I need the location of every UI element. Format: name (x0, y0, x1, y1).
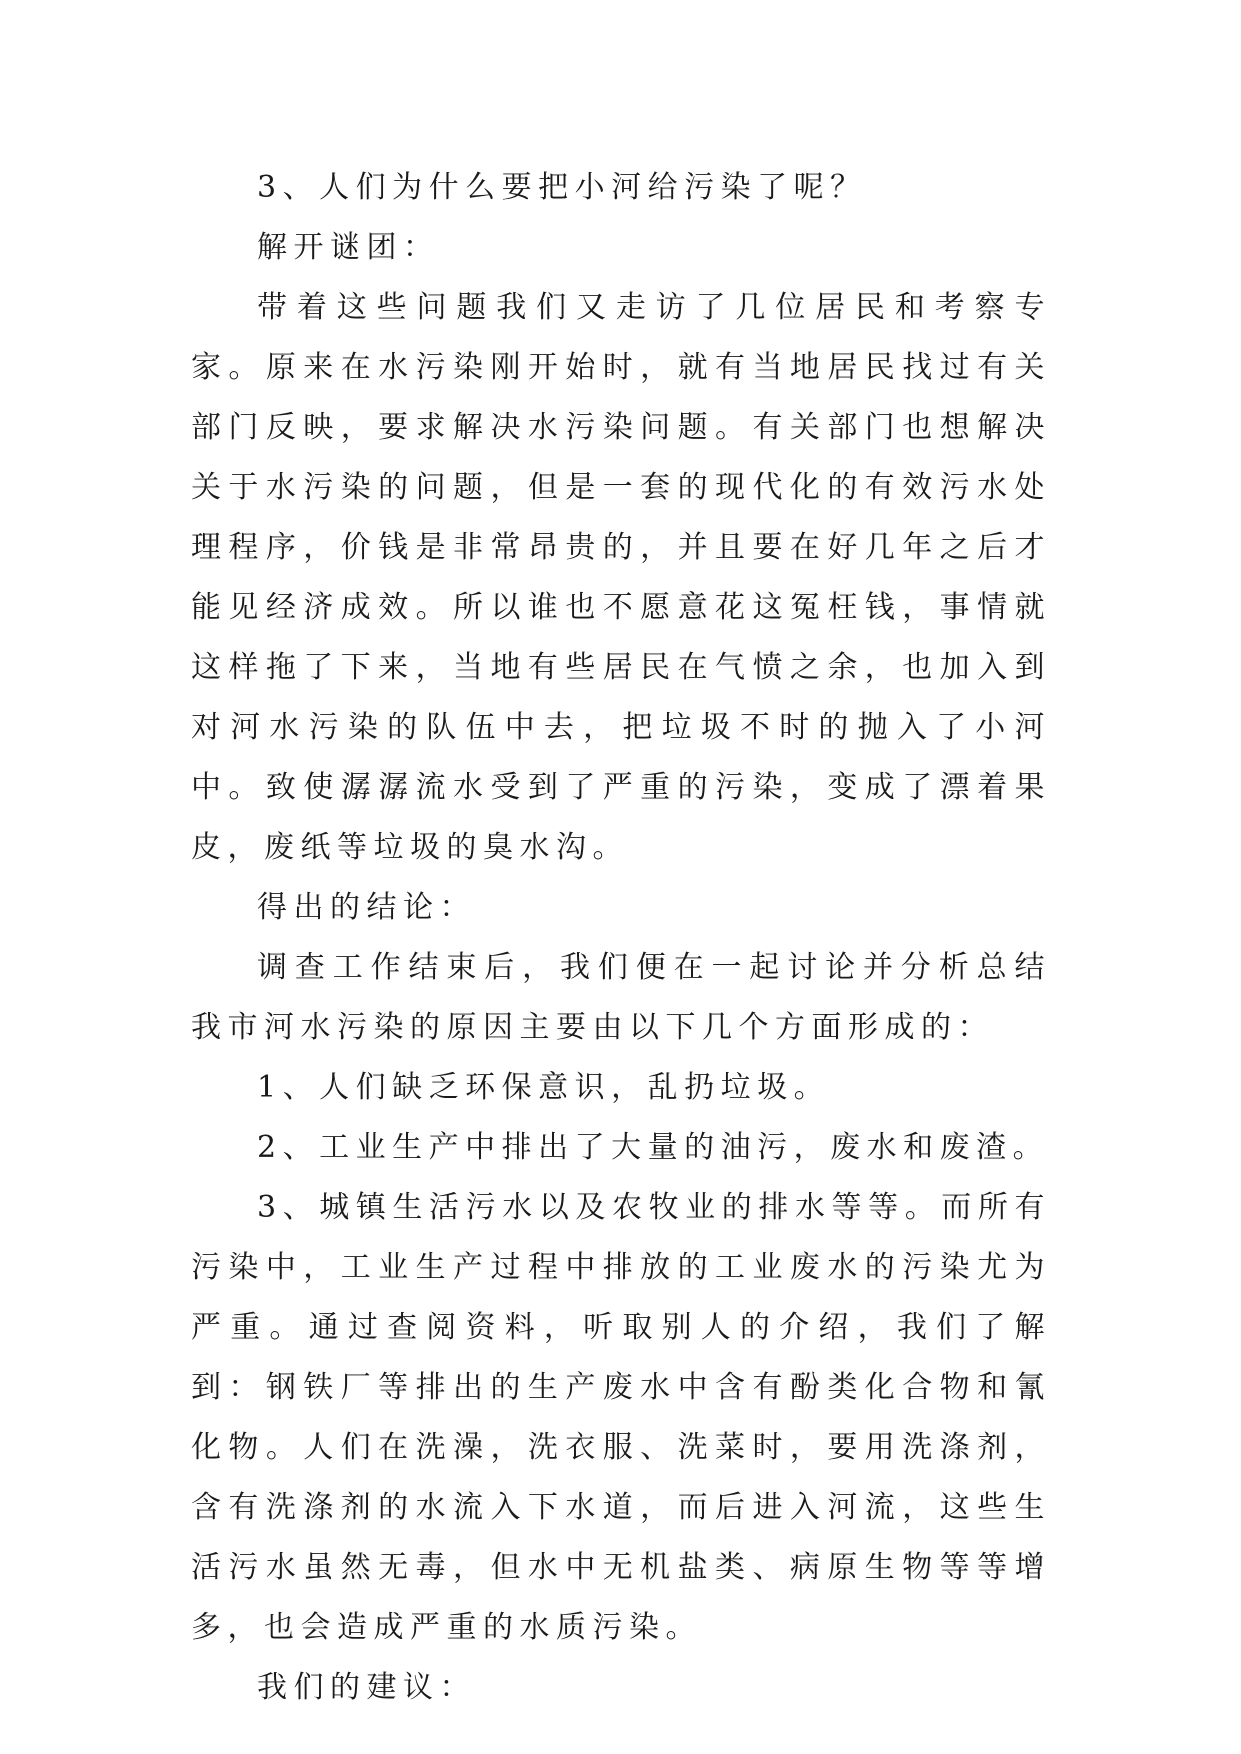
list-item: 1、人们缺乏环保意识，乱扔垃圾。 (257, 1070, 831, 1105)
list-item: 2、工业生产中排出了大量的油污，废水和废渣。 (257, 1130, 1050, 1165)
section-heading-conclusion: 得出的结论： (257, 890, 476, 925)
question-item: 3、人们为什么要把小河给污染了呢？ (257, 170, 867, 205)
body-paragraph: 带着这些问题我们又走访了几位居民和考察专家。原来在水污染刚开始时，就有当地居民找过有关部门反映，要求解决水污染问题。有关部门也想解决关于水污染的问题，但是一套的现代化的有效污水处理程序，价钱是非常昂贵的，并且要在好几年之后才能见经济成效。所以谁也不愿意花这冤枉钱，事情就这样拖了下来，当地有些居民在气愤之余，也加入到对河水污染的队伍中去，把垃圾不时的抛入了小河中。致使潺潺流水受到了严重的污染，变成了漂着果皮，废纸等垃圾的臭水沟。 (191, 290, 1051, 865)
list-item: 3、城镇生活污水以及农牧业的排水等等。而所有污染中，工业生产过程中排放的工业废水的污染尤为严重。通过查阅资料，听取别人的介绍，我们了解到：钢铁厂等排出的生产废水中含有酚类化合物和氰化物。人们在洗澡，洗衣服、洗菜时，要用洗涤剂，含有洗涤剂的水流入下水道，而后进入河流，这些生活污水虽然无毒，但水中无机盐类、病原生物等等增多，也会造成严重的水质污染。 (191, 1190, 1051, 1645)
section-heading-answer: 解开谜团： (257, 230, 440, 265)
document-body (191, 158, 1051, 1718)
section-heading-suggestions: 我们的建议： (257, 1670, 476, 1705)
body-paragraph: 调查工作结束后，我们便在一起讨论并分析总结我市河水污染的原因主要由以下几个方面形成的： (191, 950, 1051, 1045)
